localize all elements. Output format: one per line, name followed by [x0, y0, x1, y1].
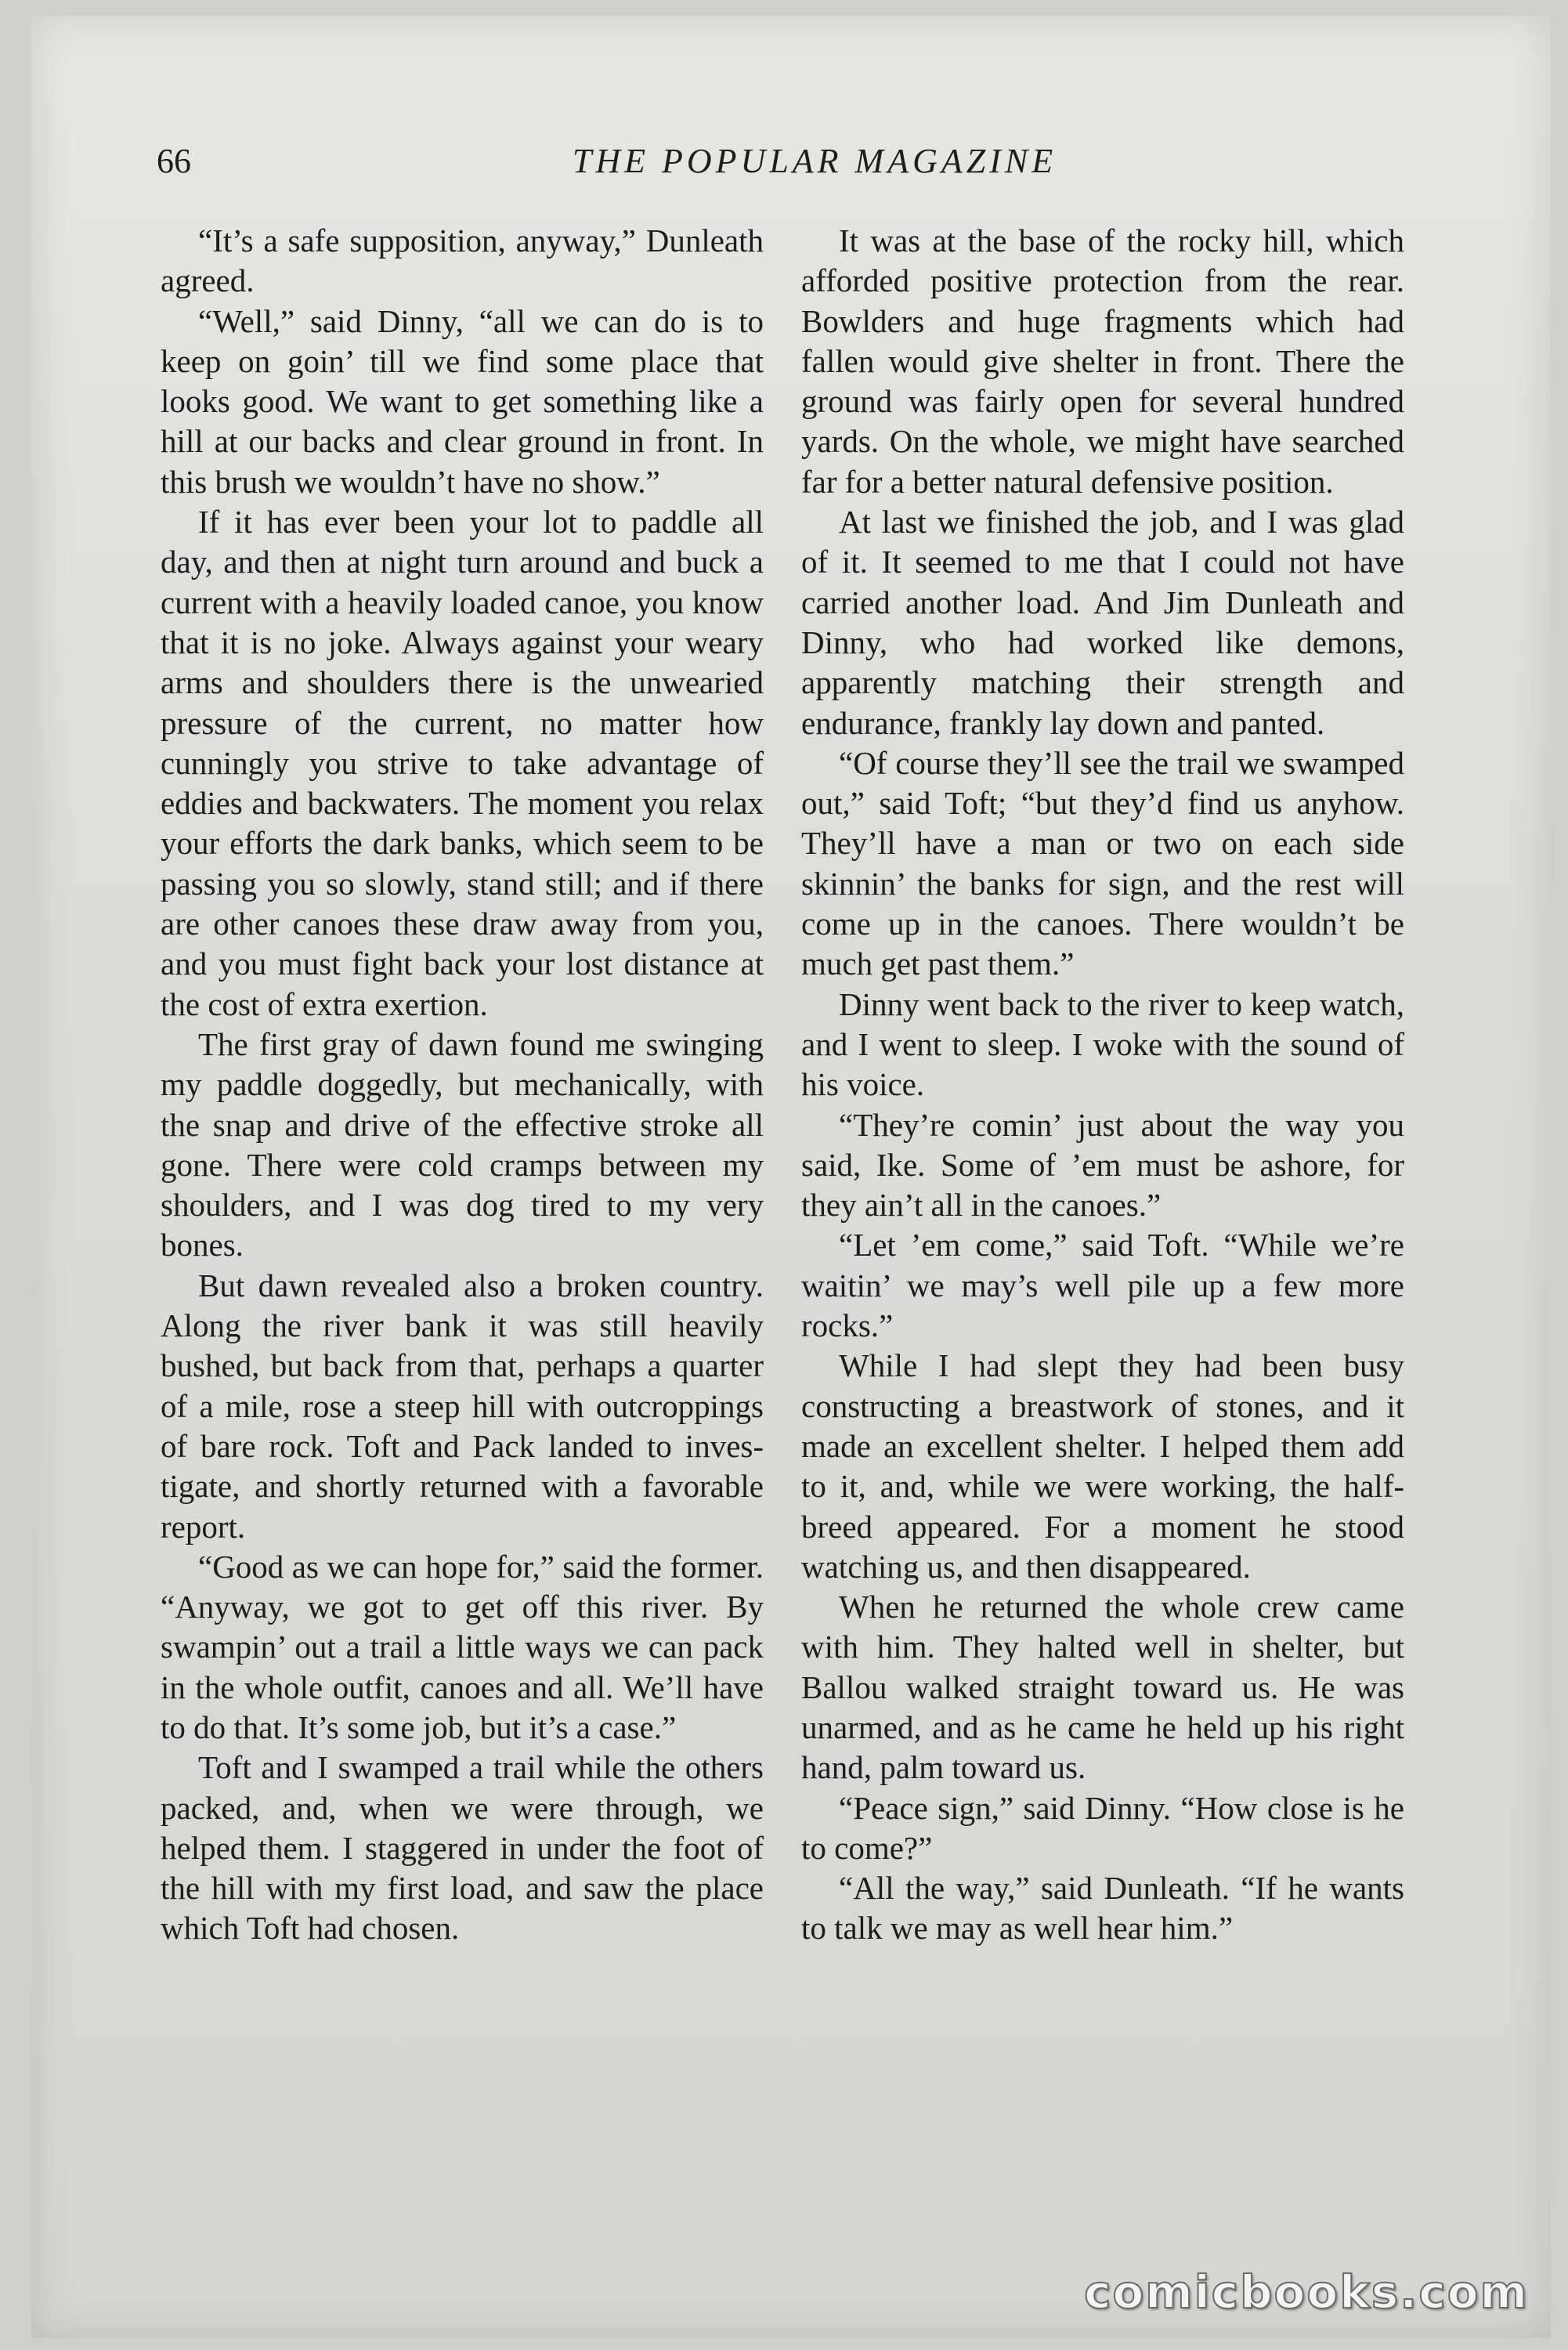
paragraph: Toft and I swamped a trail while the others packed, and, when we were through, we helped them. I staggered in under the foot of the hill with my first load, and saw the place which Toft had chosen. [161, 1749, 764, 1947]
page-number: 66 [157, 142, 191, 180]
paragraph: “Well,” said Dinny, “all we can do is to keep on goin’ till we find some place that looks good. We want to get something like a hill at our backs and clear ground in front. In this brush we wouldn’t have no show.” [161, 302, 764, 500]
paragraph: If it has ever been your lot to paddle all day, and then at night turn around and buck a current with a heavily loaded canoe, you know that it is no joke. Always against your weary arms and shoulders there is the unwearied pressure of the current, no matter how cunningly you strive to take advantage of eddies and backwaters. The moment you relax your efforts the dark banks, which seem to be passing you so slowly, stand still; and if there are other canoes these draw away from you, and you must fight back your lost distance at the cost of extra exertion. [161, 504, 764, 1022]
paragraph: But dawn revealed also a broken country. Along the river bank it was still heavily bushed, but back from that, perhaps a quarter of a mile, rose a steep hill with outcroppings of bare rock. Toft and Pack landed to investigate, and shortly returned with a favorable report. [161, 1267, 764, 1545]
watermark-logo: comicbooks.com [1084, 2265, 1529, 2319]
paragraph: Dinny went back to the river to keep watch, and I went to sleep. I woke with the sound of his voice. [801, 985, 1404, 1103]
paragraph: “All the way,” said Dunleath. “If he wants to talk we may as well hear him.” [801, 1870, 1404, 1947]
paragraph: At last we finished the job, and I was glad of it. It seemed to me that I could not have carried another load. And Jim Dunleath and Dinny, who had worked like demons, apparently matching their strength and endurance, frankly lay down and panted. [801, 504, 1404, 741]
paragraph: “It’s a safe supposition, anyway,” Dunleath agreed. [161, 222, 764, 299]
running-head [31, 141, 1551, 188]
magazine-title: THE POPULAR MAGAZINE [572, 142, 1057, 180]
paragraph: The first gray of dawn found me swinging my paddle doggedly, but mechanically, with the snap and drive of the effective stroke all gone. There were cold cramps between my shoulders, and I was dog tired to my very bones. [161, 1025, 764, 1264]
paragraph-continuation: It was at the base of the rocky hill, which afforded positive protection from the rear. Bowlders and huge fragments which had fallen would give shelter in front. There the ground was fairly open for several hundred yards. On the whole, we might have searched far for a better natural defensive position. [801, 222, 1404, 500]
left-column [161, 221, 764, 1949]
paragraph: When he returned the whole crew came with him. They halted well in shelter, but Ballou walked straight toward us. He was unarmed, and as he came he held up his right hand, palm toward us. [801, 1589, 1404, 1786]
paragraph: “Of course they’ll see the trail we swamped out,” said Toft; “but they’d find us anyhow. They’ll have a man or two on each side skinnin’ the banks for sign, and the rest will come up in the canoes. There wouldn’t be much get past them.” [801, 744, 1404, 982]
right-column [801, 221, 1404, 1949]
paragraph: “They’re comin’ just about the way you said, Ike. Some of ’em must be ashore, for they ain’t all in the canoes.” [801, 1106, 1404, 1224]
paragraph: “Good as we can hope for,” said the former. “Anyway, we got to get off this river. By swampin’ out a trail a little ways we can pack in the whole outfit, canoes and all. We’ll have to do that. It’s some job, but it’s a case.” [161, 1548, 764, 1745]
paragraph: “Peace sign,” said Dinny. “How close is he to come?” [801, 1789, 1404, 1866]
magazine-page [31, 16, 1551, 2338]
paragraph: “Let ’em come,” said Toft. “While we’re waitin’ we may’s well pile up a few more rocks.” [801, 1227, 1404, 1344]
paragraph: While I had slept they had been busy constructing a breastwork of stones, and it made an excellent shelter. I helped them add to it, and, while we were working, the half-breed appeared. For a moment he stood watching us, and then disappeared. [801, 1347, 1404, 1585]
